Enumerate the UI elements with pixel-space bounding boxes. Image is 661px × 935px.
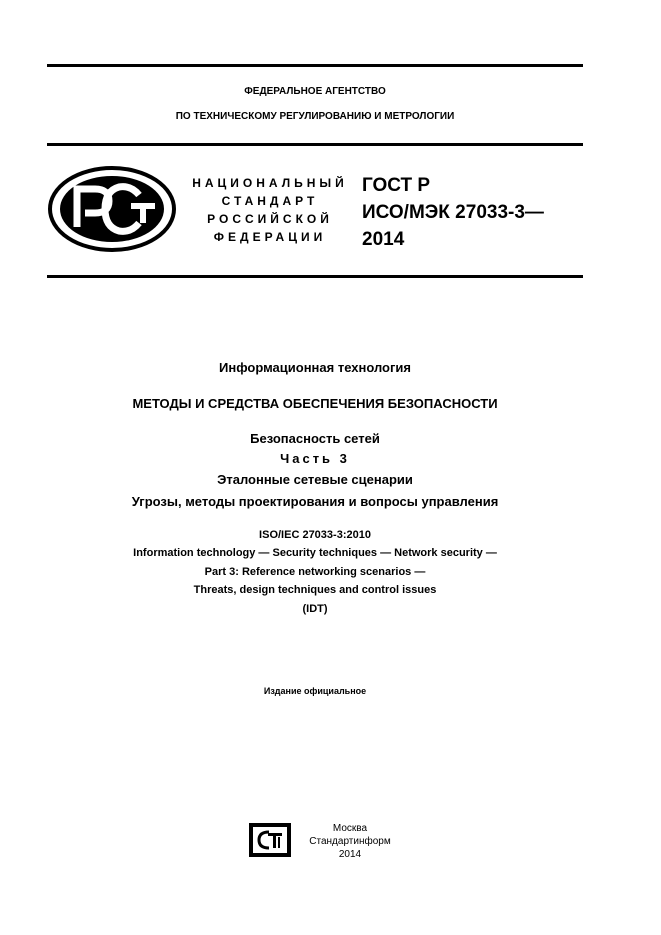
- publisher-city: Москва: [332, 823, 368, 834]
- standard-designation-line-1: ГОСТ Р: [362, 175, 431, 196]
- title-line-1: Информационная технология: [219, 360, 411, 375]
- english-line-3: Threats, design techniques and control issues: [193, 584, 437, 596]
- standard-type-line-3: РОССИЙСКОЙ: [207, 212, 333, 226]
- standard-designation-line-2: ИСО/МЭК 27033-3—: [362, 202, 544, 223]
- standard-type-line-2: СТАНДАРТ: [221, 194, 319, 208]
- english-line-1: Information technology — Security techniques — Network security —: [133, 547, 497, 559]
- title-line-6: Угрозы, методы проектирования и вопросы управления: [131, 494, 499, 509]
- title-line-4: Часть 3: [280, 451, 350, 466]
- standard-rule: [47, 275, 583, 278]
- top-rule: [47, 64, 583, 67]
- header-rule: [47, 143, 583, 146]
- title-line-5: Эталонные сетевые сценарии: [217, 472, 413, 487]
- gost-r-logo-icon: [47, 165, 177, 253]
- edition-label: Издание официальное: [263, 686, 367, 696]
- english-code: ISO/IEC 27033-3:2010: [259, 529, 371, 541]
- title-line-3: Безопасность сетей: [250, 431, 380, 446]
- publisher-name: Стандартинформ: [309, 836, 391, 847]
- standartinform-logo-icon: [249, 823, 291, 857]
- standard-designation-line-3: 2014: [362, 229, 405, 250]
- english-line-4: (IDT): [302, 603, 328, 615]
- english-line-2: Part 3: Reference networking scenarios —: [204, 566, 426, 578]
- standard-type-line-4: ФЕДЕРАЦИИ: [213, 230, 327, 244]
- agency-line-1: ФЕДЕРАЛЬНОЕ АГЕНТСТВО: [244, 86, 386, 97]
- standard-type-line-1: НАЦИОНАЛЬНЫЙ: [192, 176, 348, 190]
- title-line-2: МЕТОДЫ И СРЕДСТВА ОБЕСПЕЧЕНИЯ БЕЗОПАСНОСТИ: [132, 396, 498, 411]
- publisher-year: 2014: [338, 849, 362, 860]
- agency-line-2: ПО ТЕХНИЧЕСКОМУ РЕГУЛИРОВАНИЮ И МЕТРОЛОГИИ: [175, 111, 455, 122]
